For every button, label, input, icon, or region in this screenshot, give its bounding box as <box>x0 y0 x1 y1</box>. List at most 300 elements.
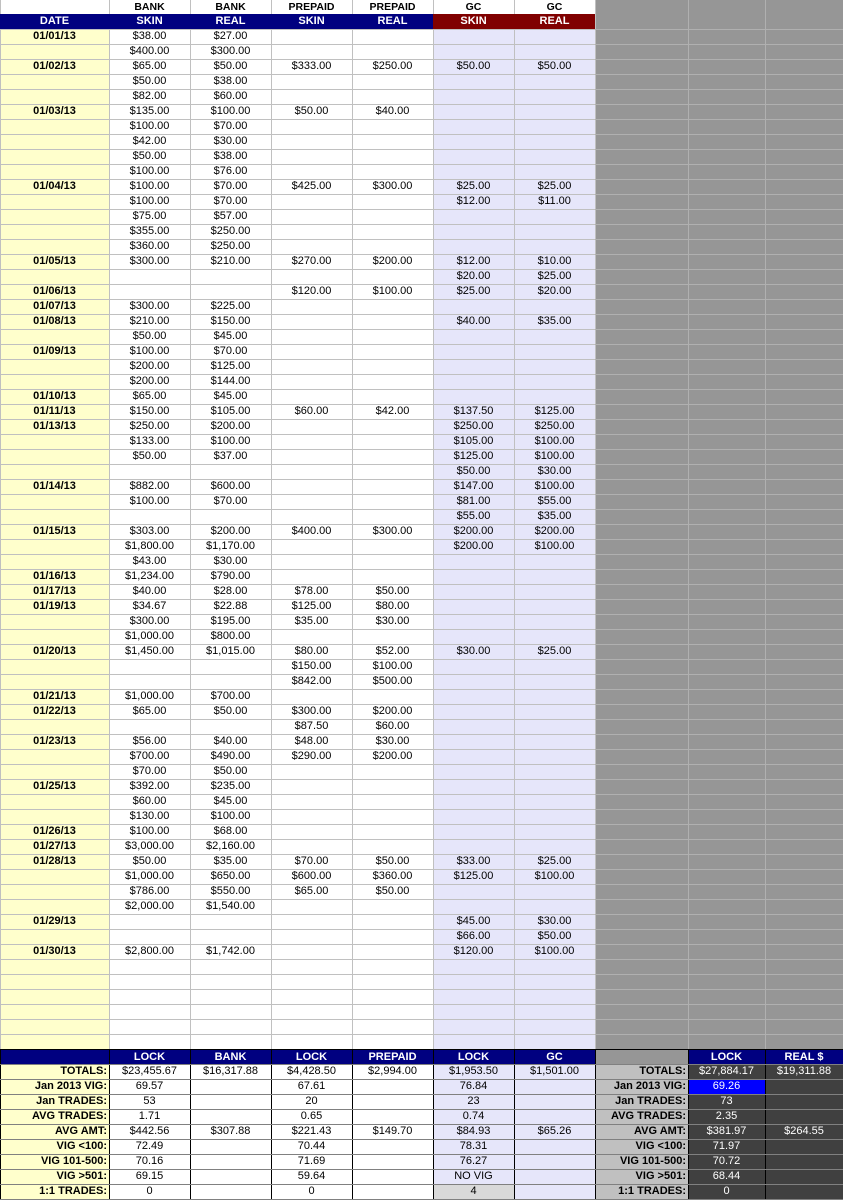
amount-cell[interactable] <box>514 164 595 179</box>
amount-cell[interactable]: $50.00 <box>294 105 329 117</box>
summary-value[interactable]: 78.31 <box>433 1139 514 1154</box>
date-cell[interactable] <box>0 194 109 209</box>
amount-cell[interactable] <box>433 839 514 854</box>
amount-cell[interactable]: $30.00 <box>537 915 572 927</box>
amount-cell[interactable]: $100.00 <box>129 180 170 192</box>
amount-cell[interactable]: $27.00 <box>213 30 248 42</box>
amount-cell[interactable] <box>514 344 595 359</box>
amount-cell[interactable]: $100.00 <box>534 450 575 462</box>
amount-cell[interactable]: $43.00 <box>132 555 167 567</box>
amount-cell[interactable] <box>109 269 190 284</box>
amount-cell[interactable] <box>433 629 514 644</box>
amount-cell[interactable]: $65.00 <box>132 390 167 402</box>
amount-cell[interactable]: $25.00 <box>456 180 491 192</box>
amount-cell[interactable]: $550.00 <box>210 885 251 897</box>
amount-cell[interactable] <box>271 329 352 344</box>
date-cell[interactable]: 01/25/13 <box>33 780 76 792</box>
amount-cell[interactable]: $65.00 <box>132 705 167 717</box>
date-cell[interactable] <box>0 239 109 254</box>
summary-value[interactable]: 70.44 <box>297 1140 326 1152</box>
summary-value[interactable] <box>190 1139 271 1154</box>
amount-cell[interactable]: $45.00 <box>213 330 248 342</box>
date-cell[interactable]: 01/13/13 <box>33 420 76 432</box>
amount-cell[interactable]: $120.00 <box>291 285 332 297</box>
date-cell[interactable] <box>0 134 109 149</box>
amount-cell[interactable]: $25.00 <box>456 285 491 297</box>
amount-cell[interactable] <box>433 704 514 719</box>
amount-cell[interactable] <box>514 629 595 644</box>
amount-cell[interactable]: $37.00 <box>213 450 248 462</box>
date-cell[interactable]: 01/05/13 <box>33 255 76 267</box>
amount-cell[interactable]: $100.00 <box>129 195 170 207</box>
summary-value[interactable] <box>514 1154 595 1169</box>
amount-cell[interactable] <box>352 344 433 359</box>
amount-cell[interactable]: $133.00 <box>129 435 170 447</box>
amount-cell[interactable] <box>514 614 595 629</box>
amount-cell[interactable] <box>109 914 190 929</box>
amount-cell[interactable]: $25.00 <box>537 270 572 282</box>
amount-cell[interactable]: $87.50 <box>294 720 329 732</box>
date-cell[interactable] <box>0 119 109 134</box>
date-cell[interactable]: 01/14/13 <box>33 480 76 492</box>
date-cell[interactable] <box>0 509 109 524</box>
amount-cell[interactable] <box>433 344 514 359</box>
date-cell[interactable] <box>0 209 109 224</box>
date-cell[interactable]: 01/06/13 <box>33 285 76 297</box>
amount-cell[interactable] <box>433 764 514 779</box>
amount-cell[interactable] <box>433 374 514 389</box>
date-cell[interactable]: 01/04/13 <box>33 180 76 192</box>
amount-cell[interactable]: $882.00 <box>129 480 170 492</box>
amount-cell[interactable]: $70.00 <box>294 855 329 867</box>
amount-cell[interactable]: $50.00 <box>456 60 491 72</box>
amount-cell[interactable]: $200.00 <box>453 540 494 552</box>
date-cell[interactable]: 01/30/13 <box>33 945 76 957</box>
amount-cell[interactable]: $75.00 <box>132 210 167 222</box>
amount-cell[interactable]: $1,000.00 <box>125 870 174 882</box>
amount-cell[interactable]: $35.00 <box>537 315 572 327</box>
amount-cell[interactable]: $137.50 <box>453 405 494 417</box>
amount-cell[interactable]: $200.00 <box>372 255 413 267</box>
amount-cell[interactable]: $210.00 <box>129 315 170 327</box>
amount-cell[interactable] <box>514 689 595 704</box>
amount-cell[interactable] <box>271 224 352 239</box>
amount-cell[interactable]: $38.00 <box>132 30 167 42</box>
summary-value[interactable] <box>190 1094 271 1109</box>
date-cell[interactable]: 01/22/13 <box>33 705 76 717</box>
amount-cell[interactable]: $1,800.00 <box>125 540 174 552</box>
amount-cell[interactable] <box>352 194 433 209</box>
amount-cell[interactable] <box>433 779 514 794</box>
date-cell[interactable] <box>0 434 109 449</box>
amount-cell[interactable] <box>271 824 352 839</box>
amount-cell[interactable] <box>271 554 352 569</box>
summary-value[interactable]: $1,953.50 <box>433 1064 514 1079</box>
amount-cell[interactable]: $300.00 <box>129 615 170 627</box>
amount-cell[interactable] <box>271 344 352 359</box>
date-cell[interactable]: 01/17/13 <box>33 585 76 597</box>
amount-cell[interactable]: $300.00 <box>372 180 413 192</box>
amount-cell[interactable] <box>190 674 271 689</box>
amount-cell[interactable] <box>352 434 433 449</box>
amount-cell[interactable]: $100.00 <box>129 345 170 357</box>
amount-cell[interactable]: $1,015.00 <box>206 645 255 657</box>
amount-cell[interactable]: $45.00 <box>213 795 248 807</box>
right-summary-value[interactable] <box>765 1139 843 1154</box>
amount-cell[interactable] <box>514 779 595 794</box>
amount-cell[interactable]: $100.00 <box>210 435 251 447</box>
amount-cell[interactable] <box>352 269 433 284</box>
amount-cell[interactable] <box>190 464 271 479</box>
amount-cell[interactable]: $1,170.00 <box>206 540 255 552</box>
amount-cell[interactable] <box>352 419 433 434</box>
amount-cell[interactable] <box>271 569 352 584</box>
amount-cell[interactable]: $200.00 <box>534 525 575 537</box>
amount-cell[interactable]: $50.00 <box>132 855 167 867</box>
amount-cell[interactable] <box>514 704 595 719</box>
amount-cell[interactable] <box>271 74 352 89</box>
date-cell[interactable]: 01/10/13 <box>33 390 76 402</box>
summary-value[interactable]: $4,428.50 <box>287 1065 336 1077</box>
amount-cell[interactable]: $45.00 <box>213 390 248 402</box>
amount-cell[interactable] <box>352 389 433 404</box>
amount-cell[interactable]: $300.00 <box>129 255 170 267</box>
date-cell[interactable]: 01/03/13 <box>33 105 76 117</box>
amount-cell[interactable]: $235.00 <box>210 780 251 792</box>
summary-value[interactable] <box>514 1109 595 1124</box>
amount-cell[interactable] <box>433 224 514 239</box>
amount-cell[interactable] <box>352 914 433 929</box>
amount-cell[interactable]: $3,000.00 <box>125 840 174 852</box>
amount-cell[interactable]: $28.00 <box>213 585 248 597</box>
amount-cell[interactable]: $120.00 <box>453 945 494 957</box>
summary-value[interactable]: $307.88 <box>210 1125 251 1137</box>
amount-cell[interactable] <box>433 719 514 734</box>
amount-cell[interactable]: $200.00 <box>129 375 170 387</box>
amount-cell[interactable]: $65.00 <box>132 60 167 72</box>
amount-cell[interactable]: $68.00 <box>213 825 248 837</box>
summary-value[interactable]: 59.64 <box>297 1170 326 1182</box>
date-cell[interactable] <box>0 554 109 569</box>
amount-cell[interactable]: $125.00 <box>453 450 494 462</box>
amount-cell[interactable]: $35.00 <box>537 510 572 522</box>
amount-cell[interactable]: $30.00 <box>375 735 410 747</box>
right-summary-value[interactable]: 73 <box>688 1094 765 1109</box>
amount-cell[interactable] <box>514 899 595 914</box>
amount-cell[interactable]: $790.00 <box>210 570 251 582</box>
amount-cell[interactable] <box>433 239 514 254</box>
summary-value[interactable]: $65.26 <box>514 1124 595 1139</box>
amount-cell[interactable]: $1,450.00 <box>125 645 174 657</box>
amount-cell[interactable] <box>433 209 514 224</box>
amount-cell[interactable] <box>352 134 433 149</box>
amount-cell[interactable]: $60.00 <box>213 90 248 102</box>
date-cell[interactable] <box>0 749 109 764</box>
amount-cell[interactable] <box>352 164 433 179</box>
amount-cell[interactable]: $30.00 <box>213 555 248 567</box>
date-cell[interactable] <box>0 494 109 509</box>
amount-cell[interactable]: $100.00 <box>129 120 170 132</box>
amount-cell[interactable] <box>352 239 433 254</box>
amount-cell[interactable] <box>514 104 595 119</box>
summary-value[interactable] <box>514 1169 595 1184</box>
amount-cell[interactable] <box>271 359 352 374</box>
right-summary-value[interactable]: $264.55 <box>765 1124 843 1139</box>
right-summary-value[interactable] <box>765 1169 843 1184</box>
summary-value[interactable] <box>352 1094 433 1109</box>
right-summary-value[interactable]: 0 <box>688 1184 765 1199</box>
amount-cell[interactable]: $50.00 <box>213 765 248 777</box>
amount-cell[interactable] <box>514 749 595 764</box>
summary-value[interactable]: $442.56 <box>129 1125 170 1137</box>
amount-cell[interactable]: $105.00 <box>210 405 251 417</box>
amount-cell[interactable]: $200.00 <box>210 525 251 537</box>
amount-cell[interactable] <box>271 464 352 479</box>
amount-cell[interactable] <box>271 299 352 314</box>
date-cell[interactable]: 01/15/13 <box>33 525 76 537</box>
date-cell[interactable] <box>0 89 109 104</box>
amount-cell[interactable]: $25.00 <box>537 180 572 192</box>
amount-cell[interactable] <box>352 119 433 134</box>
date-cell[interactable]: 01/08/13 <box>33 315 76 327</box>
date-cell[interactable]: 01/16/13 <box>33 570 76 582</box>
date-cell[interactable] <box>0 449 109 464</box>
summary-value[interactable]: $149.70 <box>372 1125 413 1137</box>
amount-cell[interactable]: $70.00 <box>213 345 248 357</box>
amount-cell[interactable]: $65.00 <box>294 885 329 897</box>
amount-cell[interactable]: $50.00 <box>132 330 167 342</box>
amount-cell[interactable]: $25.00 <box>537 645 572 657</box>
amount-cell[interactable]: $60.00 <box>294 405 329 417</box>
amount-cell[interactable]: $70.00 <box>213 180 248 192</box>
amount-cell[interactable]: $80.00 <box>375 600 410 612</box>
summary-value[interactable] <box>190 1154 271 1169</box>
date-cell[interactable] <box>0 899 109 914</box>
right-summary-value[interactable]: 70.72 <box>688 1154 765 1169</box>
amount-cell[interactable] <box>514 359 595 374</box>
date-cell[interactable] <box>0 869 109 884</box>
amount-cell[interactable] <box>433 689 514 704</box>
amount-cell[interactable]: $842.00 <box>291 675 332 687</box>
summary-value[interactable]: 76.27 <box>433 1154 514 1169</box>
amount-cell[interactable] <box>271 779 352 794</box>
amount-cell[interactable]: $100.00 <box>534 870 575 882</box>
summary-value[interactable]: 0 <box>308 1185 315 1197</box>
amount-cell[interactable]: $100.00 <box>129 495 170 507</box>
amount-cell[interactable] <box>271 239 352 254</box>
amount-cell[interactable] <box>352 509 433 524</box>
amount-cell[interactable] <box>514 89 595 104</box>
amount-cell[interactable]: $50.00 <box>132 150 167 162</box>
amount-cell[interactable]: $250.00 <box>210 225 251 237</box>
amount-cell[interactable] <box>352 299 433 314</box>
amount-cell[interactable]: $200.00 <box>453 525 494 537</box>
amount-cell[interactable] <box>352 764 433 779</box>
amount-cell[interactable]: $34.67 <box>132 600 167 612</box>
amount-cell[interactable]: $33.00 <box>456 855 491 867</box>
amount-cell[interactable] <box>433 89 514 104</box>
amount-cell[interactable] <box>271 899 352 914</box>
amount-cell[interactable] <box>271 419 352 434</box>
amount-cell[interactable]: $125.00 <box>210 360 251 372</box>
summary-value[interactable] <box>352 1139 433 1154</box>
amount-cell[interactable]: $55.00 <box>456 510 491 522</box>
amount-cell[interactable]: $300.00 <box>129 300 170 312</box>
amount-cell[interactable]: $30.00 <box>213 135 248 147</box>
amount-cell[interactable] <box>109 464 190 479</box>
summary-value[interactable]: $16,317.88 <box>202 1065 259 1077</box>
amount-cell[interactable] <box>352 464 433 479</box>
amount-cell[interactable] <box>433 884 514 899</box>
amount-cell[interactable]: $300.00 <box>210 45 251 57</box>
date-cell[interactable] <box>0 884 109 899</box>
amount-cell[interactable] <box>433 584 514 599</box>
amount-cell[interactable] <box>352 209 433 224</box>
amount-cell[interactable]: $1,000.00 <box>125 630 174 642</box>
amount-cell[interactable]: $50.00 <box>375 585 410 597</box>
summary-value[interactable]: 23 <box>433 1094 514 1109</box>
amount-cell[interactable] <box>271 314 352 329</box>
right-summary-value[interactable] <box>765 1109 843 1124</box>
amount-cell[interactable] <box>271 494 352 509</box>
amount-cell[interactable] <box>514 389 595 404</box>
amount-cell[interactable]: $12.00 <box>456 195 491 207</box>
date-cell[interactable] <box>0 44 109 59</box>
amount-cell[interactable] <box>271 764 352 779</box>
amount-cell[interactable] <box>433 899 514 914</box>
amount-cell[interactable] <box>109 674 190 689</box>
amount-cell[interactable]: $2,160.00 <box>206 840 255 852</box>
date-cell[interactable]: 01/20/13 <box>33 645 76 657</box>
amount-cell[interactable]: $100.00 <box>210 105 251 117</box>
amount-cell[interactable]: $76.00 <box>213 165 248 177</box>
amount-cell[interactable] <box>352 899 433 914</box>
amount-cell[interactable]: $57.00 <box>213 210 248 222</box>
amount-cell[interactable]: $1,000.00 <box>125 690 174 702</box>
amount-cell[interactable]: $50.00 <box>375 885 410 897</box>
amount-cell[interactable] <box>271 914 352 929</box>
amount-cell[interactable]: $800.00 <box>210 630 251 642</box>
amount-cell[interactable]: $50.00 <box>375 855 410 867</box>
amount-cell[interactable] <box>352 794 433 809</box>
date-cell[interactable] <box>0 149 109 164</box>
amount-cell[interactable] <box>109 929 190 944</box>
amount-cell[interactable]: $200.00 <box>210 420 251 432</box>
amount-cell[interactable]: $1,234.00 <box>125 570 174 582</box>
amount-cell[interactable]: $150.00 <box>291 660 332 672</box>
amount-cell[interactable]: $250.00 <box>210 240 251 252</box>
summary-value[interactable] <box>514 1079 595 1094</box>
summary-value[interactable]: $23,455.67 <box>121 1065 178 1077</box>
date-cell[interactable] <box>0 764 109 779</box>
amount-cell[interactable] <box>352 89 433 104</box>
amount-cell[interactable]: $50.00 <box>132 75 167 87</box>
right-summary-value[interactable] <box>765 1079 843 1094</box>
amount-cell[interactable]: $300.00 <box>291 705 332 717</box>
amount-cell[interactable] <box>190 914 271 929</box>
amount-cell[interactable]: $50.00 <box>537 60 572 72</box>
amount-cell[interactable]: $1,742.00 <box>206 945 255 957</box>
amount-cell[interactable]: $150.00 <box>210 315 251 327</box>
summary-value[interactable] <box>514 1094 595 1109</box>
amount-cell[interactable] <box>271 269 352 284</box>
amount-cell[interactable] <box>271 149 352 164</box>
amount-cell[interactable] <box>433 329 514 344</box>
amount-cell[interactable] <box>271 89 352 104</box>
summary-value[interactable]: 1.71 <box>138 1110 161 1122</box>
amount-cell[interactable] <box>352 359 433 374</box>
summary-value[interactable] <box>190 1184 271 1199</box>
amount-cell[interactable] <box>352 479 433 494</box>
amount-cell[interactable] <box>109 284 190 299</box>
amount-cell[interactable] <box>352 689 433 704</box>
date-cell[interactable] <box>0 164 109 179</box>
amount-cell[interactable] <box>352 839 433 854</box>
summary-value[interactable]: 72.49 <box>135 1140 164 1152</box>
date-cell[interactable]: 01/26/13 <box>33 825 76 837</box>
amount-cell[interactable]: $42.00 <box>375 405 410 417</box>
date-cell[interactable] <box>0 329 109 344</box>
summary-value[interactable]: 0.65 <box>300 1110 323 1122</box>
amount-cell[interactable]: $50.00 <box>537 930 572 942</box>
amount-cell[interactable] <box>352 779 433 794</box>
amount-cell[interactable]: $12.00 <box>456 255 491 267</box>
amount-cell[interactable] <box>514 209 595 224</box>
amount-cell[interactable] <box>190 659 271 674</box>
amount-cell[interactable] <box>433 389 514 404</box>
amount-cell[interactable]: $70.00 <box>213 495 248 507</box>
amount-cell[interactable] <box>190 284 271 299</box>
amount-cell[interactable] <box>433 749 514 764</box>
date-cell[interactable] <box>0 269 109 284</box>
summary-value[interactable]: 69.57 <box>135 1080 164 1092</box>
amount-cell[interactable]: $195.00 <box>210 615 251 627</box>
amount-cell[interactable]: $66.00 <box>456 930 491 942</box>
amount-cell[interactable] <box>271 689 352 704</box>
amount-cell[interactable]: $250.00 <box>372 60 413 72</box>
amount-cell[interactable]: $70.00 <box>132 765 167 777</box>
amount-cell[interactable]: $1,540.00 <box>206 900 255 912</box>
summary-value[interactable]: 4 <box>433 1184 514 1199</box>
summary-value[interactable]: $221.43 <box>291 1125 332 1137</box>
amount-cell[interactable]: $125.00 <box>453 870 494 882</box>
amount-cell[interactable] <box>271 164 352 179</box>
amount-cell[interactable] <box>514 719 595 734</box>
right-summary-value[interactable]: $27,884.17 <box>688 1064 765 1079</box>
amount-cell[interactable] <box>514 119 595 134</box>
amount-cell[interactable] <box>514 374 595 389</box>
date-cell[interactable] <box>0 614 109 629</box>
right-summary-value[interactable]: 69.26 <box>688 1079 765 1094</box>
right-summary-value[interactable] <box>765 1094 843 1109</box>
amount-cell[interactable] <box>271 434 352 449</box>
date-cell[interactable] <box>0 719 109 734</box>
amount-cell[interactable] <box>514 149 595 164</box>
amount-cell[interactable] <box>514 659 595 674</box>
amount-cell[interactable]: $42.00 <box>132 135 167 147</box>
amount-cell[interactable]: $80.00 <box>294 645 329 657</box>
date-cell[interactable]: 01/01/13 <box>33 30 76 42</box>
amount-cell[interactable] <box>433 599 514 614</box>
amount-cell[interactable]: $490.00 <box>210 750 251 762</box>
amount-cell[interactable] <box>271 374 352 389</box>
summary-value[interactable]: 0.74 <box>433 1109 514 1124</box>
amount-cell[interactable] <box>271 44 352 59</box>
amount-cell[interactable] <box>352 374 433 389</box>
date-cell[interactable] <box>0 794 109 809</box>
amount-cell[interactable] <box>352 554 433 569</box>
right-summary-value[interactable]: $381.97 <box>688 1124 765 1139</box>
